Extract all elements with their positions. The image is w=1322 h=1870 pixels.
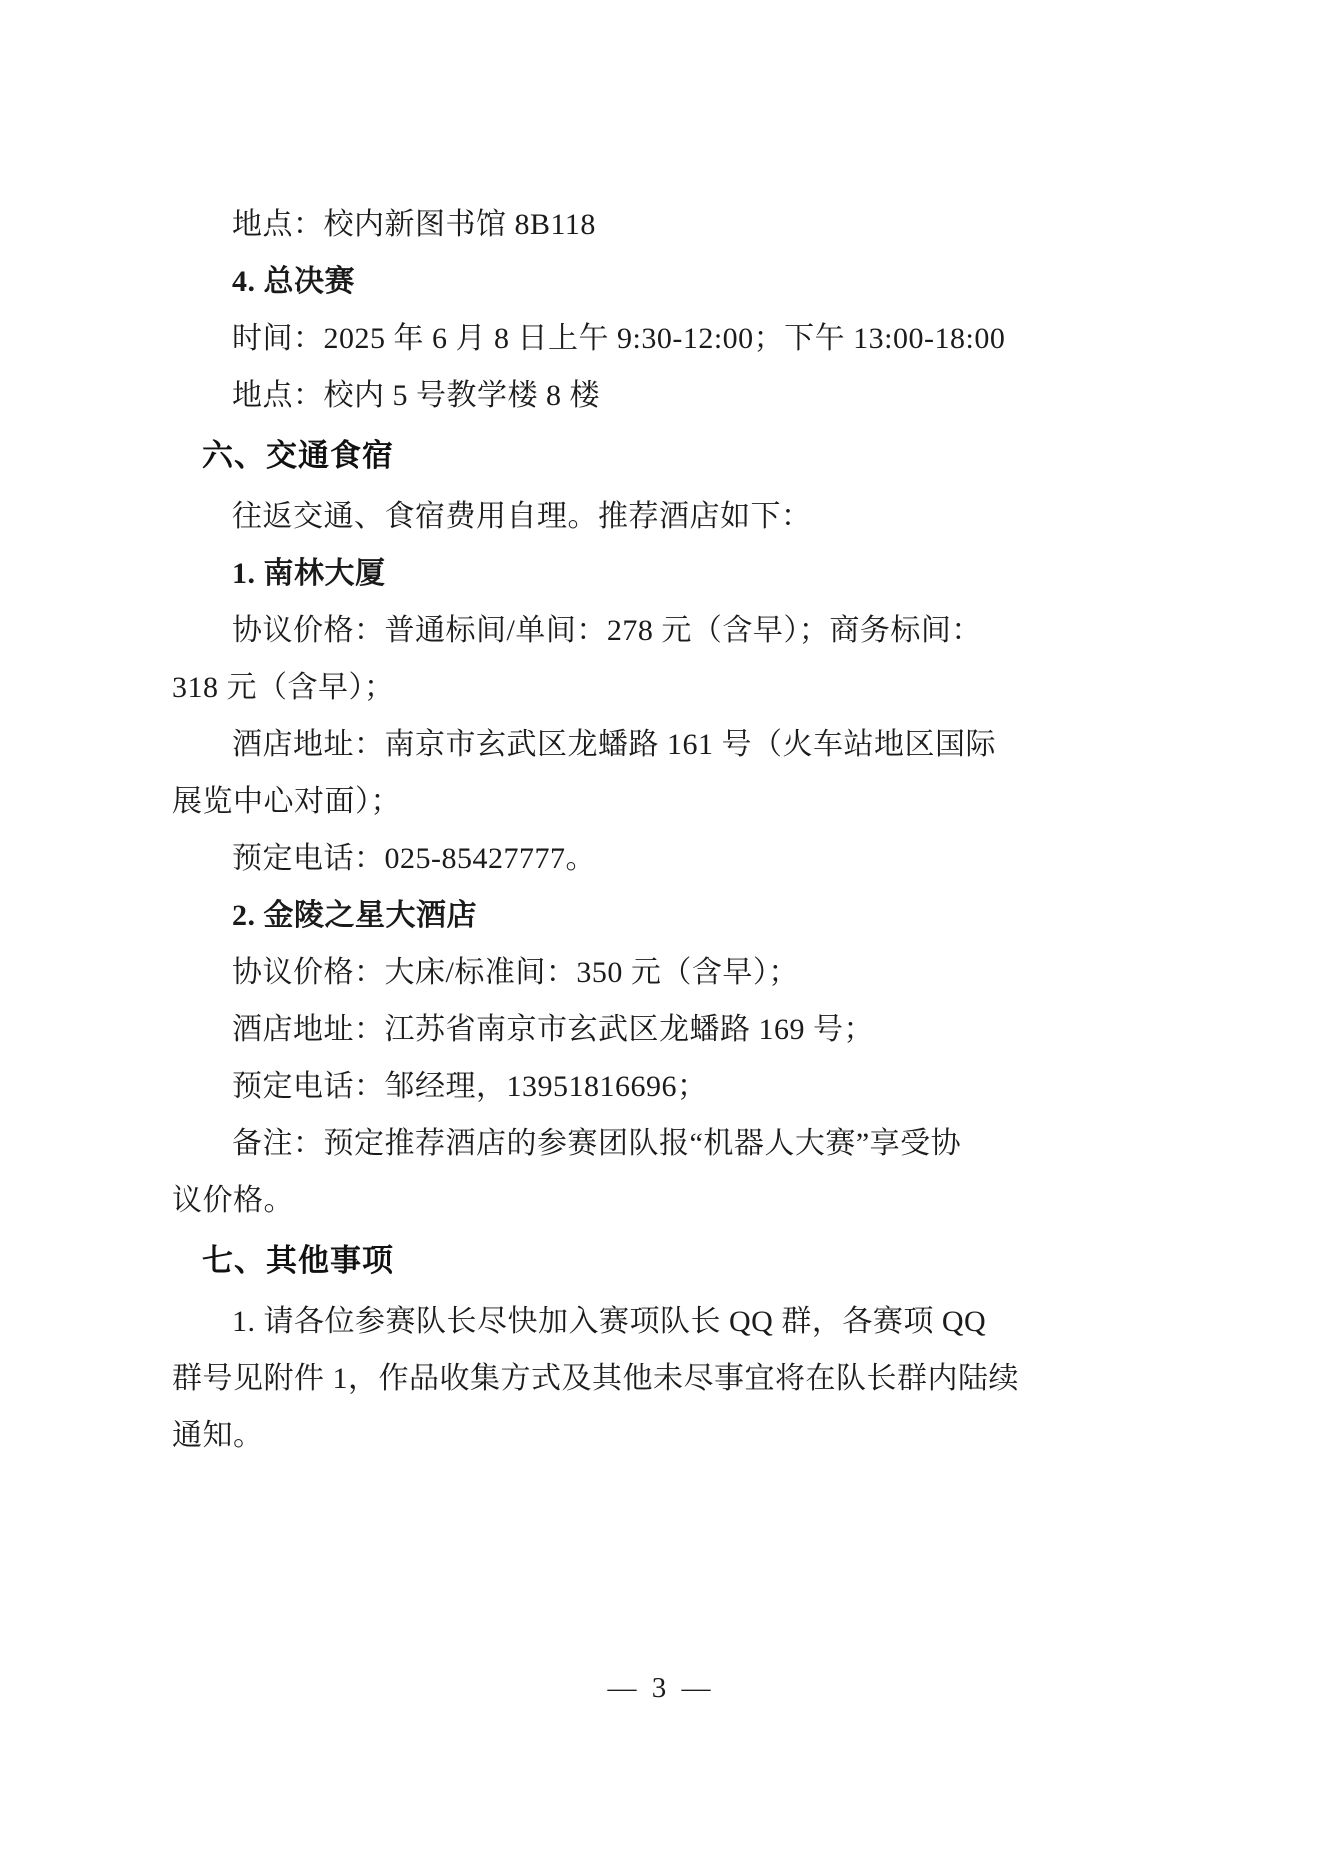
- text-line-other-item1-cont2: 通知。: [172, 1419, 264, 1452]
- text-line-hotel1-price-cont: 318 元（含早）；: [172, 671, 395, 704]
- text-line-final-venue: 地点：校内 5 号教学楼 8 楼: [232, 379, 600, 412]
- text-line-hotel-remark: 备注：预定推荐酒店的参赛团队报“机器人大赛”享受协: [232, 1127, 962, 1160]
- subheading-hotel-1: 1. 南林大厦: [232, 557, 386, 590]
- subheading-final: 4. 总决赛: [232, 265, 355, 298]
- text-line-hotel1-address-cont: 展览中心对面）；: [172, 785, 401, 818]
- text-line-transport-note: 往返交通、食宿费用自理。推荐酒店如下：: [232, 500, 812, 533]
- text-line-venue-semifinal: 地点：校内新图书馆 8B118: [232, 208, 596, 241]
- subheading-hotel-2: 2. 金陵之星大酒店: [232, 899, 477, 932]
- text-line-other-item1-cont: 群号见附件 1，作品收集方式及其他未尽事宜将在队长群内陆续: [172, 1362, 1019, 1395]
- text-line-other-item1: 1. 请各位参赛队长尽快加入赛项队长 QQ 群，各赛项 QQ: [232, 1305, 987, 1338]
- text-line-hotel1-phone: 预定电话：025-85427777。: [232, 842, 596, 875]
- text-line-hotel1-price: 协议价格：普通标间/单间：278 元（含早）；商务标间：: [232, 614, 982, 647]
- text-line-hotel-remark-cont: 议价格。: [172, 1184, 294, 1217]
- document-body: [172, 196, 1152, 1464]
- heading-section-seven: 七、其他事项: [202, 1243, 394, 1279]
- text-line-hotel2-phone: 预定电话：邹经理，13951816696；: [232, 1070, 708, 1103]
- text-line-hotel2-address: 酒店地址：江苏省南京市玄武区龙蟠路 169 号；: [232, 1013, 874, 1046]
- text-line-hotel1-address: 酒店地址：南京市玄武区龙蟠路 161 号（火车站地区国际: [232, 728, 996, 761]
- heading-section-six: 六、交通食宿: [202, 438, 394, 474]
- text-line-final-time: 时间：2025 年 6 月 8 日上午 9:30-12:00；下午 13:00-18:00: [232, 322, 1006, 355]
- page-number: — 3 —: [607, 1672, 715, 1704]
- text-line-hotel2-price: 协议价格：大床/标准间：350 元（含早）；: [232, 956, 799, 989]
